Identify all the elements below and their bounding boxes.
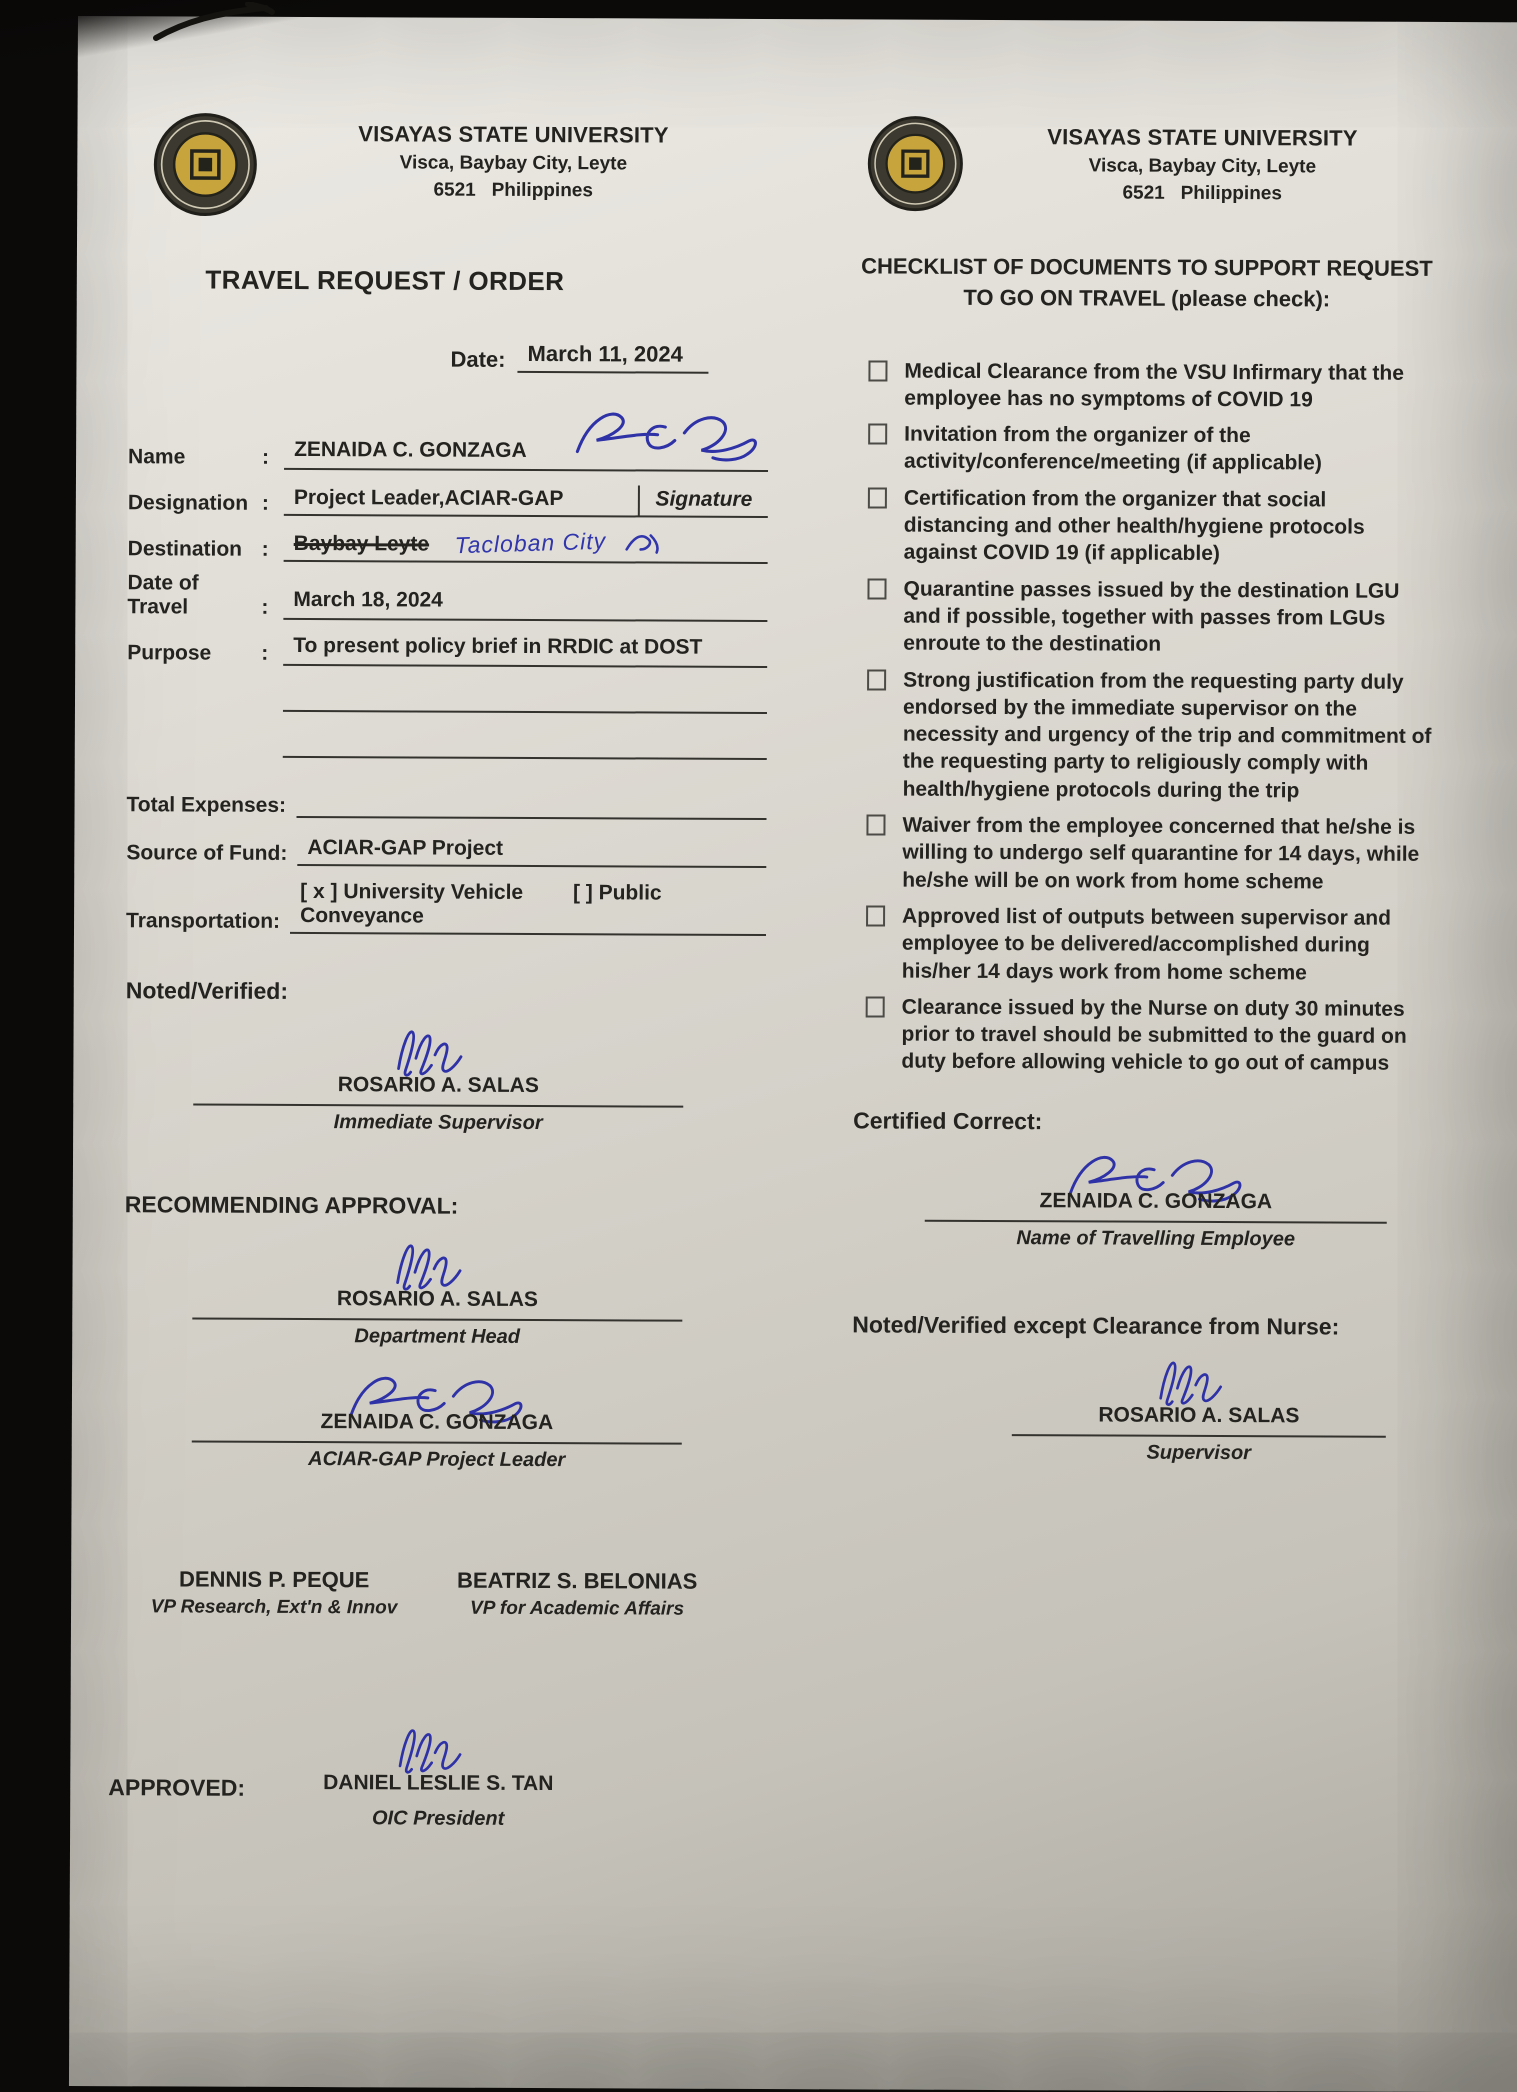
checkbox: [868, 360, 887, 381]
checkbox: [868, 487, 887, 508]
checkbox: [868, 424, 887, 445]
travel-request-form: [122, 16, 770, 1883]
field-total-expenses: [127, 783, 767, 820]
checklist-item-text: Approved list of outputs between supervisor and employee to be delivered/accomplished during his/her 14 days work from home scheme: [902, 903, 1438, 987]
date-row: [450, 341, 768, 374]
recommending-signature-block-1: [192, 1227, 683, 1350]
form-fields: [126, 433, 768, 936]
document-page: [69, 16, 1517, 2092]
field-transportation: [126, 879, 766, 936]
total-expenses-value: [296, 788, 767, 820]
checklist-title-line1: CHECKLIST OF DOCUMENTS TO SUPPORT REQUEST: [853, 251, 1441, 284]
checklist-item-text: Waiver from the employee concerned that he/she is willing to undergo self quarantine for 14 days, while he/she will be on work from home scheme: [902, 812, 1438, 896]
empty-label: [127, 757, 261, 758]
university-name: VISAYAS STATE UNIVERSITY: [963, 124, 1441, 152]
checklist-item: [851, 666, 1440, 805]
certified-correct-signature-block: [925, 1142, 1387, 1251]
approved-signature-block: [258, 1711, 619, 1832]
pen-flourish: [622, 529, 664, 555]
noted-verified-nurse-signature-block: [1012, 1343, 1387, 1466]
destination-value-line: [284, 528, 768, 564]
checklist-item-text: Certification from the organizer that social distancing and other health/hygiene protocols against COVID 19 (if applicable): [904, 484, 1440, 568]
blank-line-2: [127, 721, 767, 760]
name-value-line: [284, 438, 768, 472]
colon: :: [261, 596, 283, 620]
certified-correct-heading: Certified Correct:: [853, 1107, 1437, 1137]
source-of-fund-label: Source of Fund:: [126, 841, 297, 866]
signatory-title: Immediate Supervisor: [193, 1111, 683, 1136]
name-value: ZENAIDA C. GONZAGA: [294, 438, 527, 462]
destination-handwritten-value: Tacloban City: [455, 528, 607, 560]
colon: :: [262, 492, 284, 516]
vp-name: BEATRIZ S. BELONIAS: [427, 1568, 727, 1595]
vsu-seal-logo: [153, 112, 257, 216]
checklist-item: [851, 575, 1439, 659]
checklist-item-text: Strong justification from the requesting party duly endorsed by the immediate supervisor on the necessity and urgency of the trip and commitment of the requesting party to religiously comply with health/hygiene protocols during the trip: [903, 666, 1440, 805]
total-expenses-label: Total Expenses:: [127, 793, 297, 818]
checkbox: [866, 814, 885, 835]
colon: :: [261, 642, 283, 666]
field-purpose: [127, 629, 767, 668]
checklist-item: [852, 484, 1440, 568]
left-letterhead: [129, 112, 769, 219]
right-letterhead-text: [963, 116, 1441, 206]
checklist-title: [853, 251, 1441, 315]
transportation-option-university-vehicle: [ x ] University Vehicle: [300, 880, 523, 904]
recommending-approval-heading: RECOMMENDING APPROVAL:: [125, 1191, 765, 1221]
university-address-line1: Visca, Baybay City, Leyte: [257, 152, 769, 176]
destination-label: Destination: [128, 537, 262, 562]
field-designation: [128, 479, 768, 518]
signatory-name: ROSARIO A. SALAS: [1012, 1403, 1386, 1438]
vsu-seal-logo: [867, 115, 963, 211]
noted-verified-heading: Noted/Verified:: [126, 977, 766, 1007]
pen-mark: [148, 2, 278, 46]
university-name: VISAYAS STATE UNIVERSITY: [257, 121, 769, 149]
checklist-item: [850, 902, 1438, 986]
university-address-line2: 6521 Philippines: [963, 182, 1441, 206]
signature-cell-label: Signature: [640, 487, 768, 512]
university-address-line2: 6521 Philippines: [257, 179, 769, 203]
signatory-title: ACIAR-GAP Project Leader: [192, 1448, 682, 1473]
vp-title: VP Research, Ext'n & Innov: [139, 1596, 409, 1619]
designation-value: Project Leader,ACIAR-GAP: [294, 486, 638, 512]
field-date-of-travel: [127, 571, 767, 622]
vp-name: DENNIS P. PEQUE: [139, 1566, 409, 1593]
vp-block-academic: [427, 1568, 727, 1621]
date-of-travel-label: Date of Travel: [127, 571, 261, 620]
field-destination: [128, 525, 768, 564]
checkbox: [867, 578, 886, 599]
blank-value-1: [283, 680, 767, 714]
checklist-item-text: Quarantine passes issued by the destination LGU and if possible, together with passes from LGUs enroute to the destination: [903, 575, 1439, 659]
checklist-item: [850, 811, 1438, 895]
left-letterhead-text: [257, 113, 769, 203]
empty-label: [127, 711, 261, 712]
noted-verified-nurse-heading: Noted/Verified except Clearance from Nurse:: [852, 1311, 1436, 1341]
checklist-item-text: Clearance issued by the Nurse on duty 30 minutes prior to travel should be submitted to the guard on duty before allowing vehicle to go out of campus: [901, 993, 1437, 1077]
checklist-item: [849, 993, 1437, 1077]
destination-struck-value: Baybay Leyte: [294, 532, 430, 556]
designation-label: Designation: [128, 491, 262, 516]
recommending-signature-block-2: [192, 1364, 682, 1473]
vp-block-research: [139, 1566, 409, 1619]
colon: :: [262, 446, 284, 470]
date-of-travel-value: March 18, 2024: [283, 588, 767, 622]
checklist-item-text: Medical Clearance from the VSU Infirmary that the employee has no symptoms of COVID 19: [904, 357, 1440, 414]
approved-section: [122, 1710, 763, 1883]
university-address-line1: Visca, Baybay City, Leyte: [963, 155, 1441, 179]
signatory-name: ZENAIDA C. GONZAGA: [192, 1410, 682, 1445]
signatory-name: ZENAIDA C. GONZAGA: [925, 1188, 1387, 1223]
noted-verified-signature-block: [193, 1013, 684, 1136]
document-checklist: [849, 357, 1440, 1078]
vp-title: VP for Academic Affairs: [427, 1598, 727, 1621]
form-title: TRAVEL REQUEST / ORDER: [165, 264, 605, 297]
date-label: Date:: [450, 347, 505, 373]
designation-value-line: [284, 484, 768, 518]
checklist-item-text: Invitation from the organizer of the activity/conference/meeting (if applicable): [904, 421, 1440, 478]
vp-endorsement-row: [123, 1566, 763, 1621]
blank-line-1: [127, 675, 767, 714]
date-value: March 11, 2024: [517, 341, 708, 374]
source-of-fund-value: ACIAR-GAP Project: [297, 836, 766, 868]
colon: :: [262, 538, 284, 562]
signatory-title: Name of Travelling Employee: [925, 1226, 1387, 1251]
approved-heading: APPROVED:: [108, 1774, 245, 1802]
transportation-label: Transportation:: [126, 909, 290, 934]
checklist-item: [852, 357, 1440, 414]
checkbox: [866, 905, 885, 926]
transportation-option-public-conveyance: [ ] Public Conveyance: [300, 881, 662, 927]
purpose-label: Purpose: [127, 641, 261, 666]
signatory-title: Department Head: [192, 1325, 682, 1350]
signature-gonzaga-top: [562, 395, 772, 482]
signatory-name: DANIEL LESLIE S. TAN: [258, 1771, 618, 1804]
signatory-name: ROSARIO A. SALAS: [193, 1073, 683, 1108]
transportation-options: [290, 880, 766, 936]
checklist-title-line2: TO GO ON TRAVEL (please check):: [853, 282, 1441, 315]
checklist-item: [852, 421, 1440, 478]
right-letterhead: [853, 115, 1441, 214]
signatory-title: Supervisor: [1012, 1441, 1386, 1466]
checkbox: [866, 996, 885, 1017]
checklist-form: [846, 19, 1442, 1886]
signatory-title: OIC President: [258, 1807, 618, 1832]
signatory-name: ROSARIO A. SALAS: [192, 1287, 682, 1322]
blank-value-2: [283, 726, 767, 760]
field-source-of-fund: [126, 831, 766, 868]
checkbox: [867, 669, 886, 690]
field-name: [128, 433, 768, 472]
name-label: Name: [128, 445, 262, 470]
purpose-value: To present policy brief in RRDIC at DOST: [283, 634, 767, 668]
